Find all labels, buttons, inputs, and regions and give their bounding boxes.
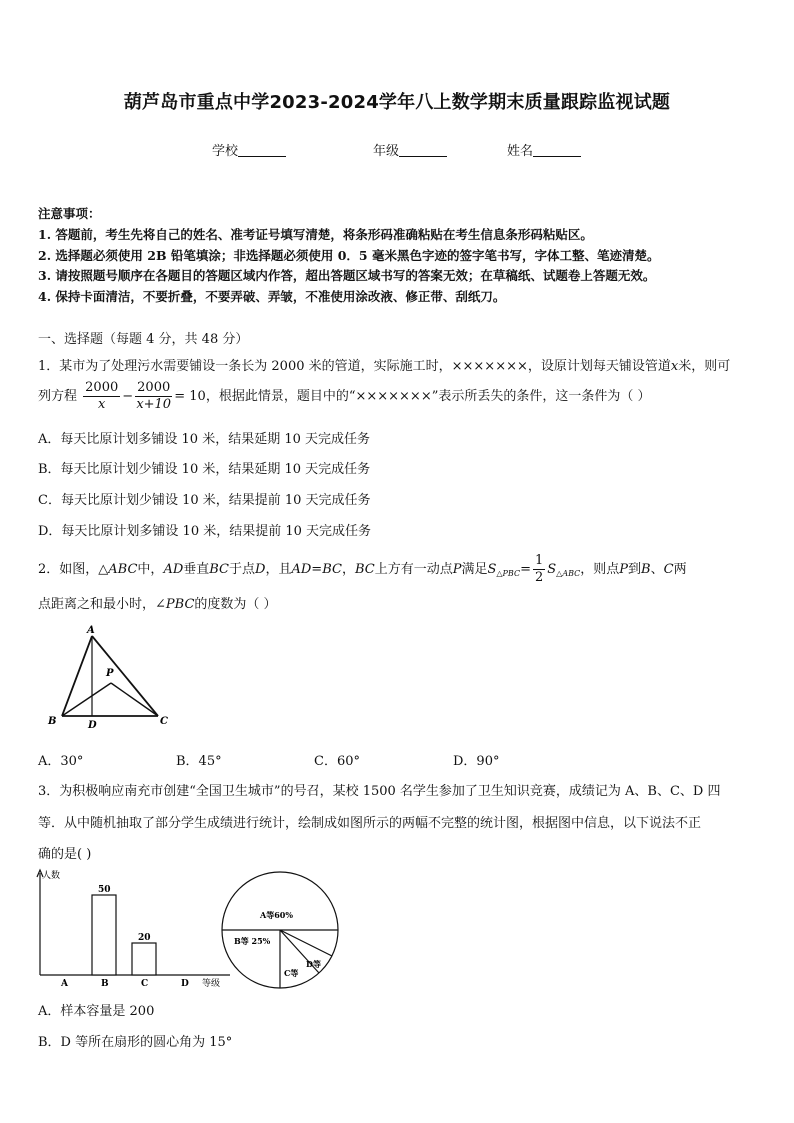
q3-line3: 确的是( ) [38,847,92,862]
q1-option-a[interactable]: A．每天比原计划多铺设 10 米，结果延期 10 天完成任务 [38,432,371,447]
pie-label-a: A等60% [260,910,293,920]
note-item: 1. 答题前，考生先将自己的姓名、准考证号填写清楚，将条形码准确粘贴在考生信息条形码粘贴区。 [38,227,593,242]
x-axis-label: 等级 [202,979,221,989]
q1-option-d[interactable]: D．每天比原计划多铺设 10 米，结果提前 10 天完成任务 [38,524,372,539]
bar-C [132,943,156,975]
data-label: 50 [98,885,111,895]
q3-line1: 3．为积极响应南充市创建“全国卫生城市”的号召，某校 1500 名学生参加了卫生知识竞赛，成绩记为 A、B、C、D 四 [38,784,721,799]
name-blank[interactable] [533,144,581,157]
grade-label: 年级 [373,144,400,159]
q1-option-b[interactable]: B．每天比原计划少铺设 10 米，结果延期 10 天完成任务 [38,462,371,477]
school-field [212,140,286,159]
label-b: B [48,716,57,727]
q3-option-b[interactable]: B．D 等所在扇形的圆心角为 15° [38,1035,233,1050]
q2-option-b[interactable]: B．45° [176,754,222,769]
note-item: 2. 选择题必须使用 2B 铅笔填涂；非选择题必须使用 0．5 毫米黑色字迹的签字笔书写，字体工整、笔迹清楚。 [38,248,660,263]
q2-option-d[interactable]: D．90° [453,754,500,769]
label-d: D [88,720,97,731]
x-tick-label: B [101,979,109,989]
grade-field [373,140,447,159]
pie-label-b: B等 25% [234,936,271,946]
pie-label-d: D等 [306,959,321,969]
notes-title: 注意事项： [38,206,101,221]
y-axis-label: 人数 [42,871,61,881]
school-label: 学校 [212,144,239,159]
q3-line2: 等．从中随机抽取了部分学生成绩进行统计，绘制成如图所示的两幅不完整的统计图，根据图中信息，以下说法不正 [38,816,702,831]
label-p: P [106,668,114,679]
fraction: $\frac{2000}{x}$ [85,380,119,412]
page-title: 葫芦岛市重点中学2023-2024学年八上数学期末质量跟踪监视试题 [123,92,671,113]
q1-line1: 1．某市为了处理污水需要铺设一条长为 2000 米的管道，实际施工时，×××××××，设原计划每天铺设管道x米，则可 [38,359,731,374]
pie-label-c: C等 [284,968,299,978]
q1-line2: 列方程 $\frac{2000}{x}$ − $\frac{2000}{x+10}$ = 10，根据此情景，题目中的“×××××××”表示所丢失的条件，这一条件为（ ） [38,380,651,412]
x-tick-label: A [61,979,68,989]
name-field [507,140,581,159]
triangle-figure [40,620,180,735]
label-a: A [87,625,95,636]
q2-option-a[interactable]: A．30° [38,754,84,769]
fraction: $\frac{2000}{x+10}$ [136,380,172,412]
name-label: 姓名 [507,144,534,159]
data-label: 20 [138,933,151,943]
bar-chart [30,865,240,990]
q1-option-c[interactable]: C．每天比原计划少铺设 10 米，结果提前 10 天完成任务 [38,493,371,508]
grade-blank[interactable] [399,144,447,157]
pie-chart [220,868,340,992]
q2-option-c[interactable]: C．60° [314,754,360,769]
q2-line2: 点距离之和最小时，∠PBC的度数为（ ） [38,597,277,612]
bar-B [92,895,116,975]
section-heading: 一、选择题（每题 4 分，共 48 分） [38,332,249,347]
x-tick-label: D [181,979,189,989]
q2-line1: 2．如图，△ABC中，AD垂直BC于点D，且AD=BC，BC上方有一动点P满足$S_{\triangle PBC}=$ $\frac{1}{2}$ $S_{\triangle ABC}$，则点P到B、C两 [38,553,687,585]
x-tick-label: C [141,979,149,989]
label-c: C [160,716,168,727]
school-blank[interactable] [238,144,286,157]
note-item: 3. 请按照题号顺序在各题目的答题区域内作答，超出答题区域书写的答案无效；在草稿纸、试题卷上答题无效。 [38,268,656,283]
q3-option-a[interactable]: A．样本容量是 200 [38,1004,155,1019]
fraction: $\frac{1}{2}$ [534,553,544,585]
note-item: 4. 保持卡面清洁，不要折叠，不要弄破、弄皱，不准使用涂改液、修正带、刮纸刀。 [38,289,506,304]
